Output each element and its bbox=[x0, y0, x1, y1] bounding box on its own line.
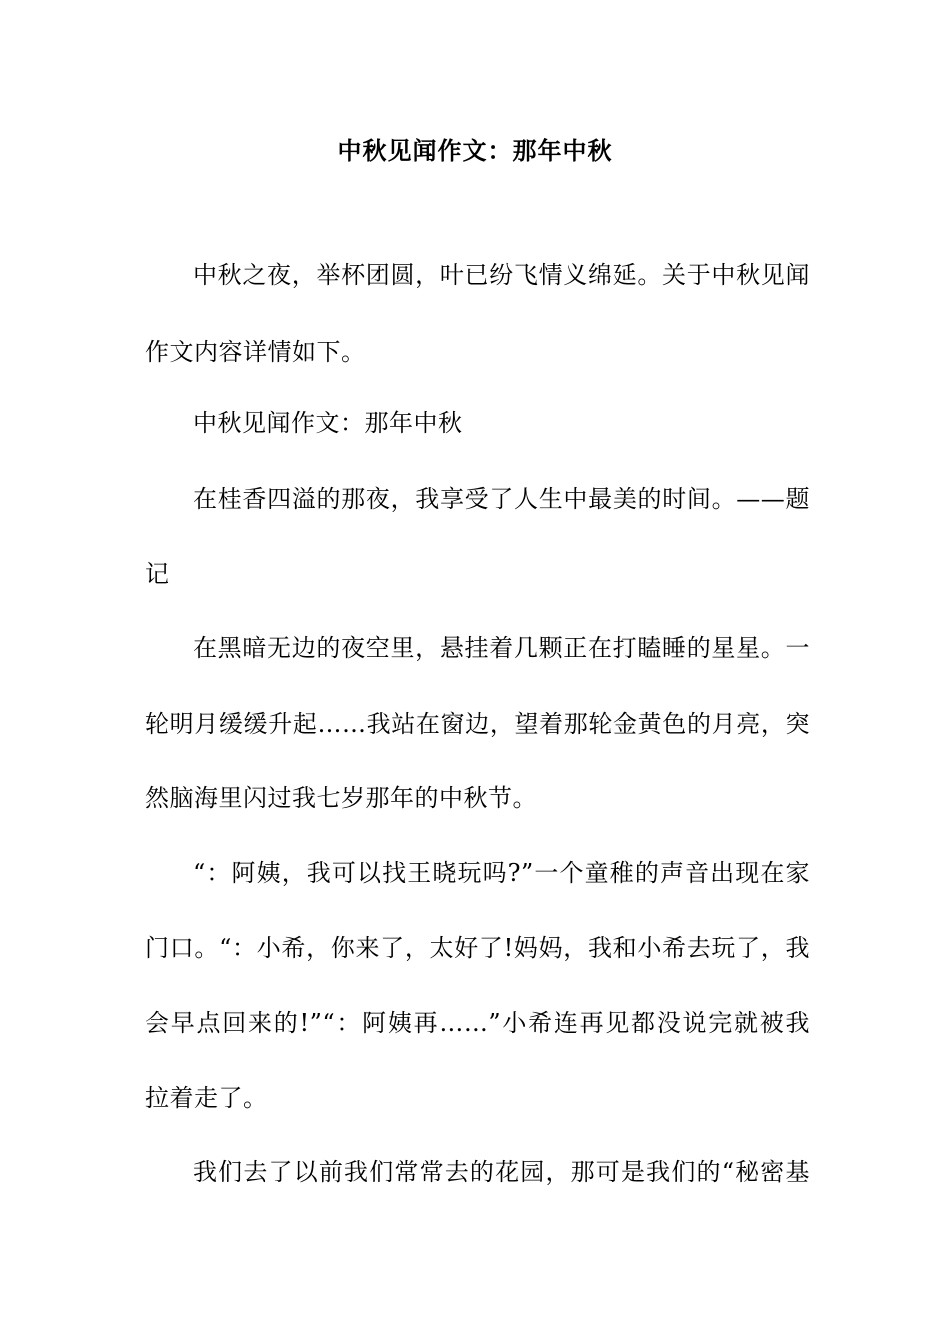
paragraph-line: 作文内容详情如下。 bbox=[145, 338, 366, 366]
paragraph-line: 中秋之夜，举杯团圆，叶已纷飞情义绵延。关于中秋见闻 bbox=[193, 261, 810, 289]
subtitle-line: 中秋见闻作文：那年中秋 bbox=[193, 409, 463, 437]
paragraph-line: 记 bbox=[145, 560, 170, 588]
paragraph-line: 在桂香四溢的那夜，我享受了人生中最美的时间。——题 bbox=[193, 485, 810, 513]
paragraph-line: 会早点回来的!”“：阿姨再……”小希连再见都没说完就被我 bbox=[145, 1009, 810, 1037]
paragraph-line: 我们去了以前我们常常去的花园，那可是我们的“秘密基 bbox=[193, 1158, 810, 1186]
paragraph-line: “：阿姨，我可以找王晓玩吗?”一个童稚的声音出现在家 bbox=[193, 859, 810, 887]
document-title: 中秋见闻作文：那年中秋 bbox=[337, 136, 613, 165]
paragraph-line: 然脑海里闪过我七岁那年的中秋节。 bbox=[145, 784, 537, 812]
paragraph-line: 拉着走了。 bbox=[145, 1084, 268, 1112]
paragraph-line: 轮明月缓缓升起……我站在窗边，望着那轮金黄色的月亮，突 bbox=[145, 710, 810, 738]
paragraph-line: 门口。“：小希，你来了，太好了!妈妈，我和小希去玩了，我 bbox=[145, 934, 810, 962]
paragraph-line: 在黑暗无边的夜空里，悬挂着几颗正在打瞌睡的星星。一 bbox=[193, 634, 810, 662]
